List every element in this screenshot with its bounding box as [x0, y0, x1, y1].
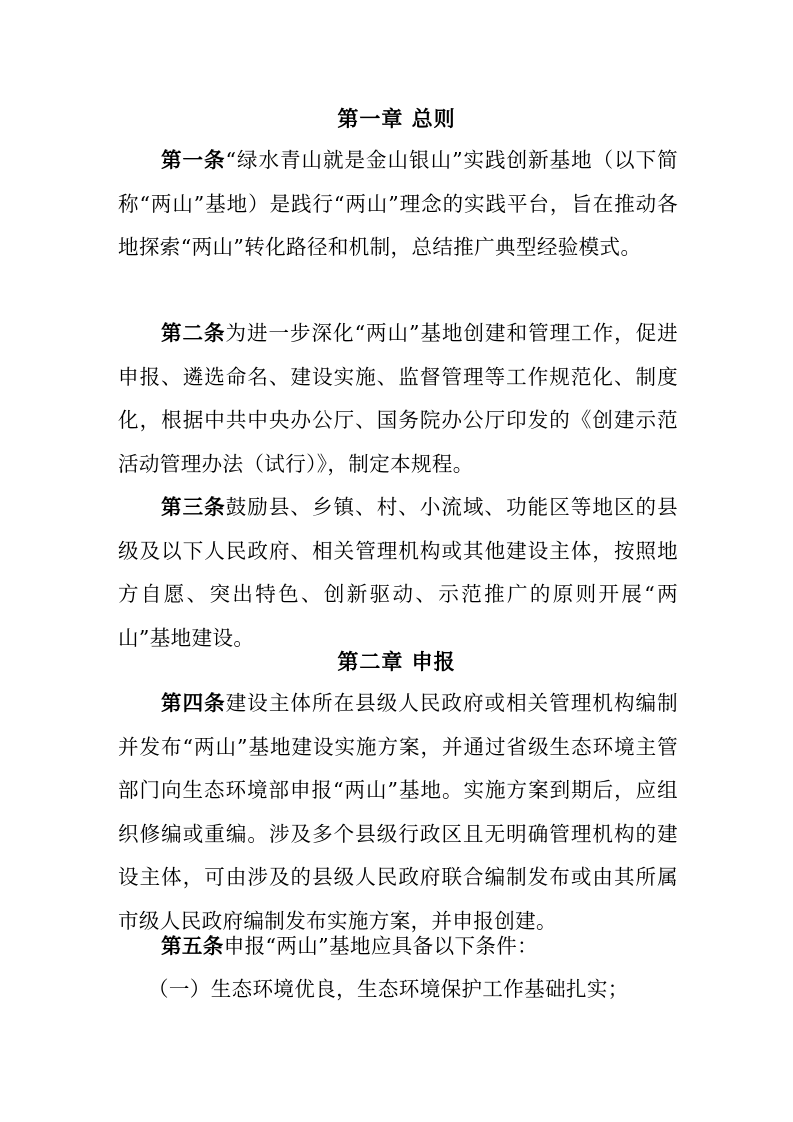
article-3-label: 第三条	[161, 495, 226, 519]
chapter-1-title: 第一章 总则	[337, 107, 456, 131]
article-3	[118, 486, 678, 660]
article-4-label: 第四条	[161, 691, 226, 715]
article-5-text: 申报“两山”基地应具备以下条件：	[223, 934, 539, 958]
article-1	[118, 139, 678, 270]
article-2	[118, 312, 678, 486]
article-2-text: 为进一步深化“两山”基地创建和管理工作，促进申报、遴选命名、建设实施、监督管理等工作规范化、制度化，根据中共中央办公厅、国务院办公厅印发的《创建示范活动管理办法（试行）》，制定本规程。	[118, 321, 679, 476]
article-4-text: 建设主体所在县级人民政府或相关管理机构编制并发布“两山”基地建设实施方案，并通过省级生态环境主管部门向生态环境部申报“两山”基地。实施方案到期后，应组织修编或重编。涉及多个县级行政区且无明确管理机构的建设主体，可由涉及的县级人民政府联合编制发布或由其所属市级人民政府编制发布实施方案，并申报创建。	[118, 691, 679, 933]
article-2-label: 第二条	[161, 321, 226, 345]
article-5-label: 第五条	[161, 934, 224, 958]
article-1-text: “绿水青山就是金山银山”实践创新基地（以下简称“两山”基地）是践行“两山”理念的实践平台，旨在推动各地探索“两山”转化路径和机制，总结推广典型经验模式。	[118, 148, 679, 259]
article-1-label: 第一条	[161, 148, 226, 172]
article-5	[118, 925, 678, 969]
chapter-2-title: 第二章 申报	[337, 650, 456, 674]
article-3-text: 鼓励县、乡镇、村、小流域、功能区等地区的县级及以下人民政府、相关管理机构或其他建设主体，按照地方自愿、突出特色、创新驱动、示范推广的原则开展“两山”基地建设。	[118, 495, 679, 650]
article-4	[118, 682, 678, 943]
condition-1: （一）生态环境优良，生态环境保护工作基础扎实；	[148, 977, 629, 1001]
